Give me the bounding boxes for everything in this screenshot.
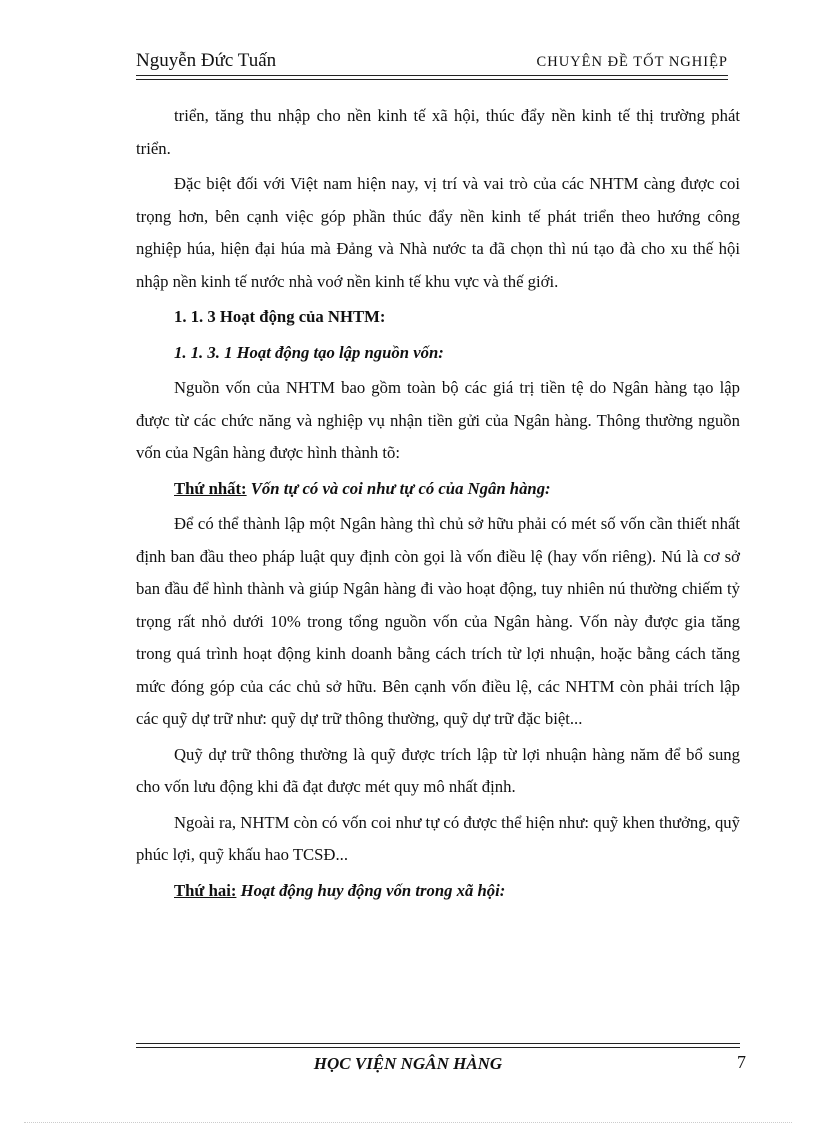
footer-rule-secondary [136, 1047, 740, 1048]
section-heading: 1. 1. 3 Hoạt động của NHTM: [174, 307, 386, 326]
paragraph-1: triển, tăng thu nhập cho nền kinh tế xã hội, thúc đẩy nền kinh tế thị trường phát triển. [136, 106, 740, 158]
paragraph-3: Nguồn vốn của NHTM bao gồm toàn bộ các giá trị tiền tệ do Ngân hàng tạo lập được từ các chức năng và nghiệp vụ nhận tiền gửi của Ngân hàng. Thông thường nguồn vốn của Ngân hàng được hình thành tõ: [136, 378, 740, 462]
page-header [136, 50, 728, 74]
header-rule-secondary [136, 79, 728, 80]
document-title: CHUYÊN ĐỀ TỐT NGHIỆP [536, 54, 728, 70]
paragraph-4: Để có thể thành lập một Ngân hàng thì chủ sở hữu phải có mét số vốn cần thiết nhất định ban đầu theo pháp luật quy định còn gọi là vốn điều lệ (hay vốn riêng). Nú là cơ sở ban đầu để hình thành và giúp Ngân hàng đi vào hoạt động, tuy nhiên nú thường chiếm tỷ trọng rất nhỏ dưới 10% trong tổng nguồn vốn của Ngân hàng. Vốn này được gia tăng trong quá trình hoạt động kinh doanh bằng cách trích từ lợi nhuận, hoặc bằng cách tăng mức đóng góp của các chủ sở hữu. Bên cạnh vốn điều lệ, các NHTM còn phải trích lập các quỹ dự trữ như: quỹ dự trữ thông thường, quỹ dự trữ đặc biệt... [136, 514, 740, 728]
author-name: Nguyễn Đức Tuấn [136, 50, 277, 71]
item-label-1: Thứ nhất: [174, 478, 247, 498]
paragraph-6: Ngoài ra, NHTM còn có vốn coi như tự có được thể hiện như: quỹ khen thưởng, quỹ phúc lợi, quỹ khấu hao TCSĐ... [136, 812, 740, 864]
subsection-heading: 1. 1. 3. 1 Hoạt động tạo lập nguồn vốn: [174, 342, 444, 362]
paragraph-2: Đặc biệt đối với Việt nam hiện nay, vị trí và vai trò của các NHTM càng được coi trọng hơn, bên cạnh việc góp phần thúc đẩy nền kinh tế phát triển theo hướng công nghiệp húa, hiện đại húa mà Đảng và Nhà nước ta đã chọn thì nú tạo đà cho xu thế hội nhập nền kinh tế nước nhà voớ nền kinh tế khu vực và thế giới. [136, 174, 740, 291]
paragraph-5: Quỹ dự trữ thông thường là quỹ được trích lập từ lợi nhuận hàng năm để bổ sung cho vốn lưu động khi đã đạt được mét quy mô nhất định. [136, 744, 740, 796]
item-title-1: Vốn tự có và coi như tự có của Ngân hàng: [250, 478, 551, 498]
item-label-2: Thứ hai: [174, 880, 237, 900]
item-heading-2 [136, 875, 740, 908]
page-number: 7 [737, 1052, 746, 1072]
item-title-2: Hoạt động huy động vốn trong xã hội: [240, 880, 506, 900]
header-rule [136, 75, 728, 76]
footer-institution: HỌC VIỆN NGÂN HÀNG [313, 1054, 503, 1073]
item-heading-1 [136, 473, 740, 506]
footer-rule [136, 1043, 740, 1044]
page-body [136, 100, 740, 907]
